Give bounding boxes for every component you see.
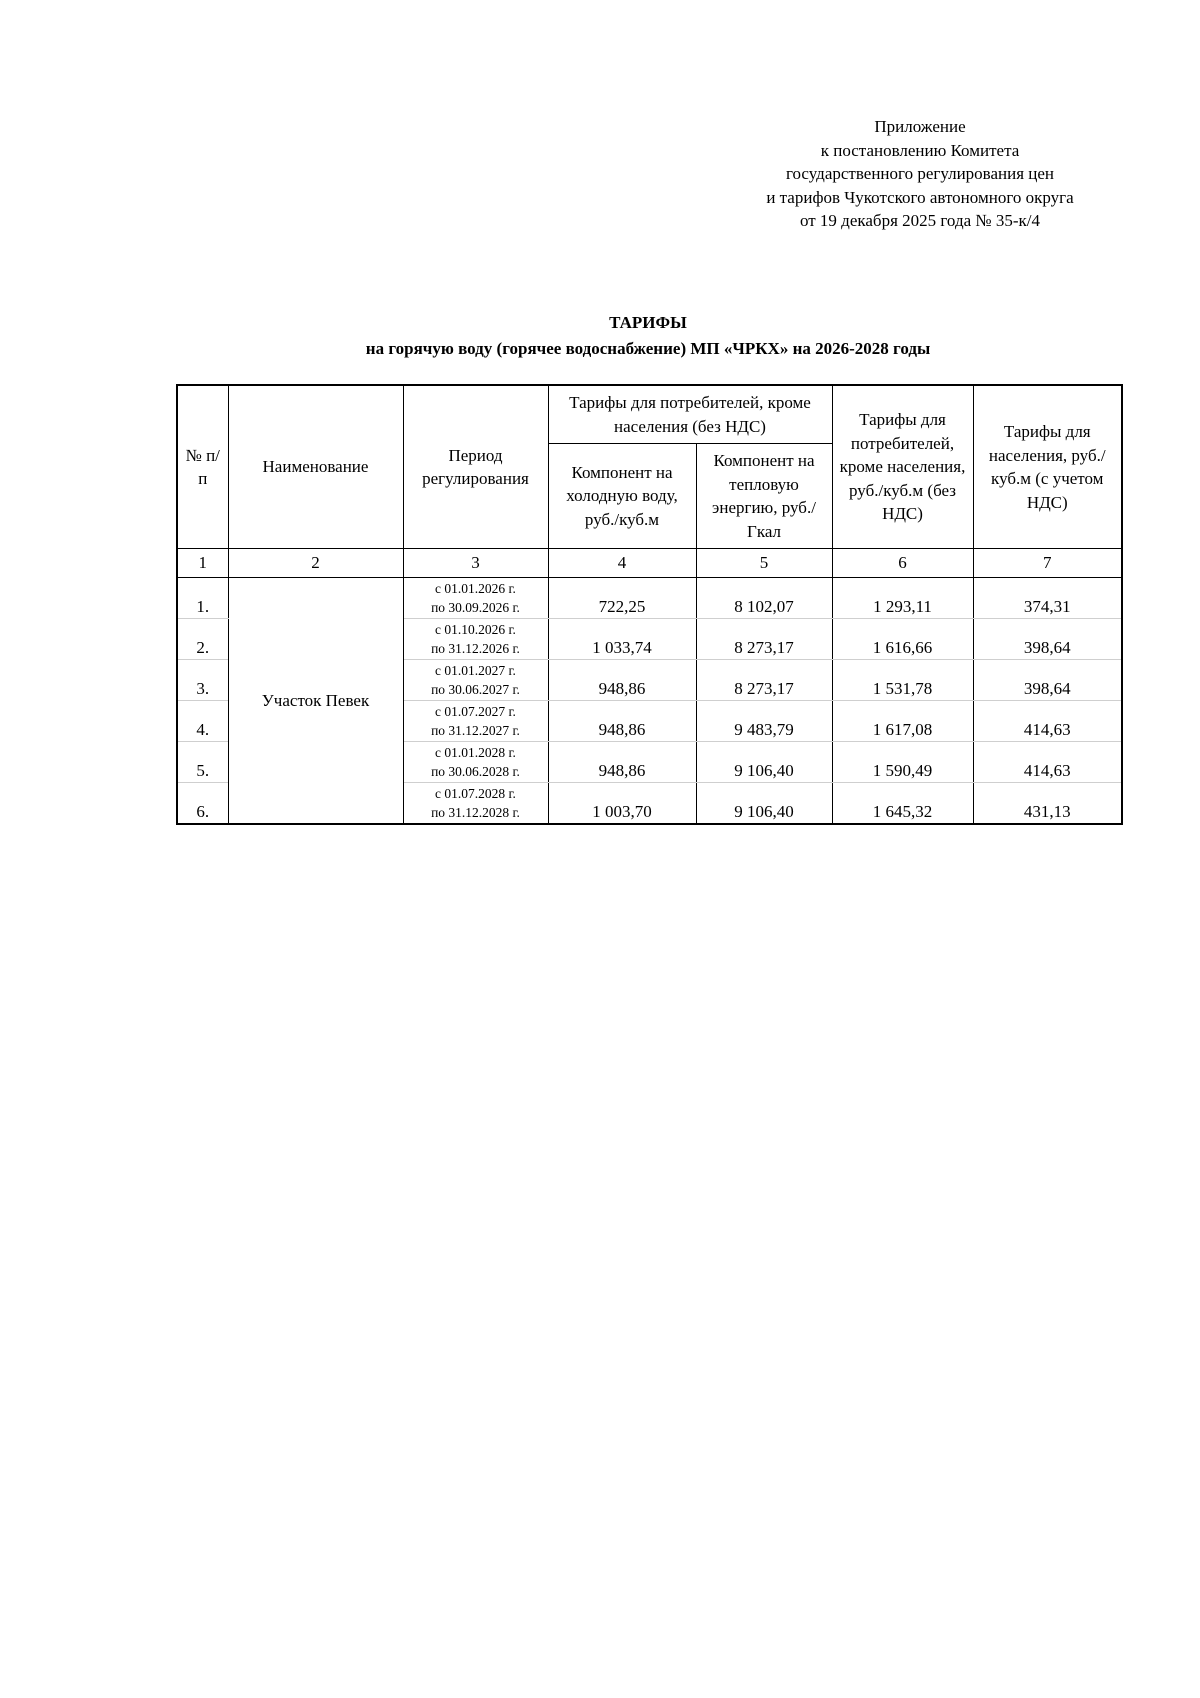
row-cold-water: 722,25	[548, 578, 696, 619]
appendix-line: к постановлению Комитета	[820, 140, 1020, 160]
appendix-block	[720, 115, 1120, 233]
row-heat: 8 273,17	[696, 660, 832, 701]
appendix-line: Приложение	[874, 117, 966, 136]
column-number: 7	[973, 549, 1122, 578]
row-heat: 8 273,17	[696, 619, 832, 660]
row-cold-water: 948,86	[548, 742, 696, 783]
row-num: 3.	[177, 660, 228, 701]
tariffs-table	[176, 384, 1123, 825]
row-consumers: 1 590,49	[832, 742, 973, 783]
row-period	[403, 701, 548, 742]
row-period	[403, 578, 548, 619]
row-population: 398,64	[973, 619, 1122, 660]
period-to: по 31.12.2028 г.	[431, 805, 520, 820]
row-num: 6.	[177, 783, 228, 825]
row-population: 431,13	[973, 783, 1122, 825]
column-number: 5	[696, 549, 832, 578]
row-num: 5.	[177, 742, 228, 783]
column-number: 3	[403, 549, 548, 578]
row-consumers: 1 617,08	[832, 701, 973, 742]
period-to: по 30.06.2028 г.	[431, 764, 520, 779]
appendix-line: от 19 декабря 2025 года № 35-к/4	[799, 211, 1041, 230]
row-cold-water: 948,86	[548, 660, 696, 701]
header-row	[177, 385, 1122, 444]
period-from: с 01.07.2027 г.	[435, 704, 516, 719]
row-period	[403, 660, 548, 701]
appendix-line: и тарифов Чукотского автономного округа	[766, 187, 1074, 207]
row-num: 4.	[177, 701, 228, 742]
header-cold-water: Компонент на холодную воду, руб./куб.м	[548, 444, 696, 549]
row-population: 414,63	[973, 701, 1122, 742]
column-number: 4	[548, 549, 696, 578]
header-group-non-population: Тарифы для потребителей, кроме населения (без НДС)	[548, 385, 832, 444]
header-heat: Компонент на тепловую энергию, руб./Гкал	[696, 444, 832, 549]
period-to: по 31.12.2026 г.	[431, 641, 520, 656]
row-heat: 9 106,40	[696, 742, 832, 783]
row-heat: 9 483,79	[696, 701, 832, 742]
row-num: 2.	[177, 619, 228, 660]
title-subheading: на горячую воду (горячее водоснабжение) МП «ЧРКХ» на 2026-2028 годы	[365, 339, 931, 358]
period-from: с 01.01.2027 г.	[435, 663, 516, 678]
row-population: 374,31	[973, 578, 1122, 619]
header-num: № п/п	[177, 385, 228, 549]
row-cold-water: 1 033,74	[548, 619, 696, 660]
row-population: 398,64	[973, 660, 1122, 701]
row-heat: 9 106,40	[696, 783, 832, 825]
period-to: по 30.09.2026 г.	[431, 600, 520, 615]
row-cold-water: 948,86	[548, 701, 696, 742]
period-from: с 01.01.2026 г.	[435, 581, 516, 596]
header-name: Наименование	[228, 385, 403, 549]
row-consumers: 1 616,66	[832, 619, 973, 660]
row-population: 414,63	[973, 742, 1122, 783]
row-period	[403, 619, 548, 660]
row-period	[403, 742, 548, 783]
title-heading: ТАРИФЫ	[609, 313, 687, 332]
row-consumers: 1 293,11	[832, 578, 973, 619]
column-numbers-row	[177, 549, 1122, 578]
row-period	[403, 783, 548, 825]
column-number: 6	[832, 549, 973, 578]
period-to: по 30.06.2027 г.	[431, 682, 520, 697]
period-from: с 01.10.2026 г.	[435, 622, 516, 637]
header-population: Тарифы для населения, руб./куб.м (с учетом НДС)	[973, 385, 1122, 549]
document-title	[0, 310, 1200, 362]
period-from: с 01.07.2028 г.	[435, 786, 516, 801]
row-cold-water: 1 003,70	[548, 783, 696, 825]
row-heat: 8 102,07	[696, 578, 832, 619]
table-row	[177, 578, 1122, 619]
period-from: с 01.01.2028 г.	[435, 745, 516, 760]
row-num: 1.	[177, 578, 228, 619]
row-consumers: 1 531,78	[832, 660, 973, 701]
column-number: 1	[177, 549, 228, 578]
header-consumers: Тарифы для потребителей, кроме населения, руб./куб.м (без НДС)	[832, 385, 973, 549]
column-number: 2	[228, 549, 403, 578]
site-name: Участок Певек	[228, 578, 403, 825]
period-to: по 31.12.2027 г.	[431, 723, 520, 738]
header-period: Период регулирования	[403, 385, 548, 549]
row-consumers: 1 645,32	[832, 783, 973, 825]
appendix-line: государственного регулирования цен	[785, 164, 1055, 183]
